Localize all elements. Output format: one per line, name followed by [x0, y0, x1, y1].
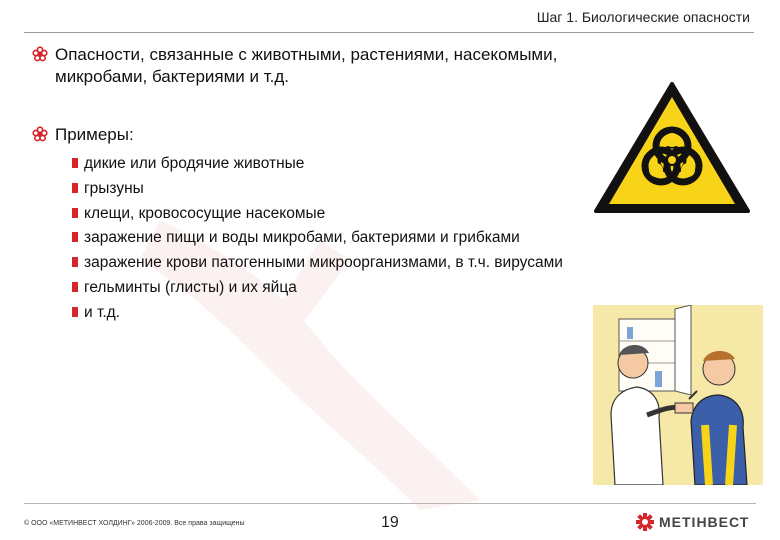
copyright-text: © ООО «МЕТИНВЕСТ ХОЛДИНГ» 2006-2009. Все права защищены	[24, 520, 245, 527]
square-bullet-icon	[72, 282, 78, 292]
square-bullet-icon	[72, 257, 78, 267]
square-bullet-icon	[72, 208, 78, 218]
square-bullet-icon	[72, 158, 78, 168]
footer-divider	[24, 503, 756, 504]
list-item: дикие или бродячие животные	[72, 154, 563, 179]
header-divider	[24, 32, 754, 33]
company-logo	[636, 513, 749, 531]
examples-list	[72, 154, 563, 328]
list-item: клещи, кровососущие насекомые	[72, 204, 563, 229]
flower-bullet-icon	[32, 126, 48, 142]
square-bullet-icon	[72, 183, 78, 193]
examples-heading: Примеры:	[55, 125, 134, 144]
hazards-description-line-1: Опасности, связанные с животными, растениями, насекомыми,	[55, 45, 558, 64]
doctor-examining-worker-illustration	[593, 305, 763, 485]
list-item: заражение крови патогенными микроорганизмами, в т.ч. вирусами	[72, 253, 563, 278]
list-item: грызуны	[72, 179, 563, 204]
page-title: Шаг 1. Биологические опасности	[536, 9, 750, 25]
bullet-hazards	[32, 44, 557, 88]
square-bullet-icon	[72, 232, 78, 242]
square-bullet-icon	[72, 307, 78, 317]
brand-name: МЕТІНВЕСТ	[659, 514, 750, 530]
hazards-description-line-2: микробами, бактериями и т.д.	[55, 67, 289, 86]
list-item: заражение пищи и воды микробами, бактериями и грибками	[72, 228, 563, 253]
page-number: 19	[381, 514, 399, 531]
list-item: гельминты (глисты) и их яйца	[72, 278, 563, 303]
biohazard-warning-sign-icon	[592, 80, 752, 215]
flower-bullet-icon	[32, 46, 48, 62]
bullet-examples	[32, 124, 134, 146]
hazards-description	[55, 44, 557, 88]
metinvest-logo-icon	[636, 513, 654, 531]
list-item: и т.д.	[72, 303, 563, 328]
